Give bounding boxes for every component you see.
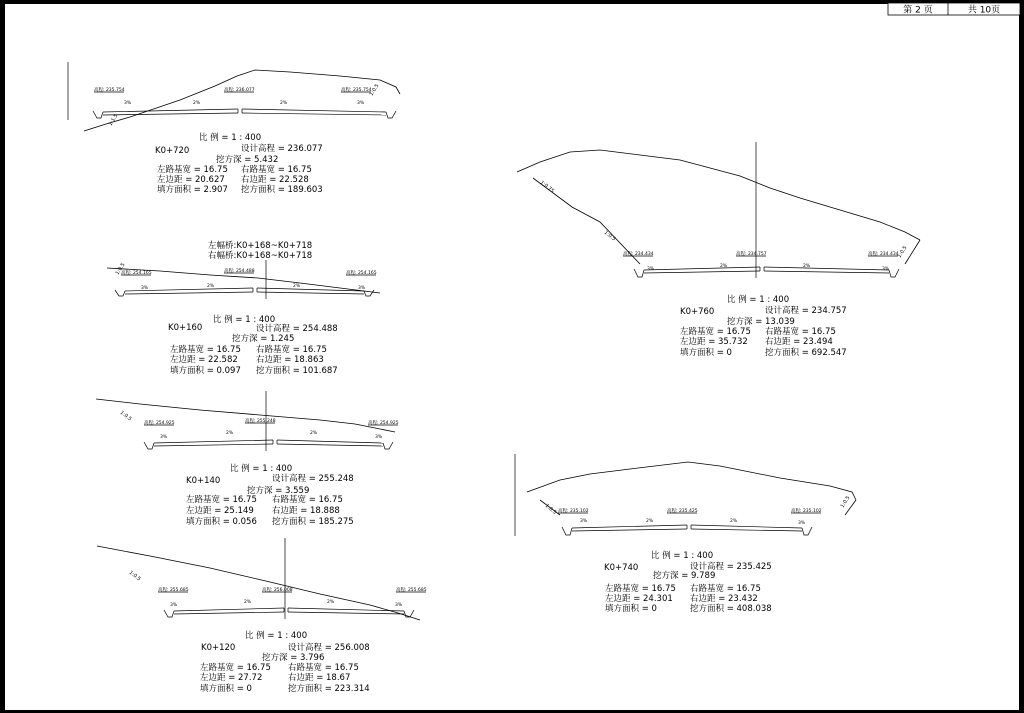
- bridge-note: [208, 240, 312, 261]
- subgrade-right: [257, 292, 364, 294]
- left-offset: 左边距 = 27.72: [200, 673, 263, 683]
- pavement-left: [572, 525, 687, 528]
- bridge-note-right: 右幅桥:K0+168~K0+718: [208, 251, 313, 261]
- slope-tag: 2%: [310, 431, 318, 436]
- ditch-left: [93, 111, 103, 118]
- slope-tag: 3%: [357, 101, 365, 106]
- pavement-right: [691, 525, 802, 528]
- station-label: K0+120: [201, 643, 236, 653]
- slope-tag: 3%: [798, 521, 806, 526]
- ground-line: [84, 70, 400, 131]
- section-k0-740: [515, 454, 856, 614]
- design-elevation: 设计高程 = 256.008: [288, 643, 370, 653]
- ditch-right: [386, 111, 396, 118]
- cut-area: 挖方面积 = 692.547: [765, 348, 847, 358]
- station-label: K0+720: [155, 146, 190, 156]
- slope-tag: 2%: [207, 284, 215, 289]
- ground-line: [527, 462, 856, 500]
- slope-tag: 2%: [720, 264, 728, 269]
- elevation-tag: 高程: 254.165: [346, 271, 377, 276]
- left-roadbed-width: 左路基宽 = 16.75: [200, 663, 271, 673]
- elevation-tag: 高程: 236.077: [224, 88, 255, 93]
- elevation-tag: 高程: 255.685: [158, 588, 189, 593]
- subgrade-left: [103, 113, 238, 115]
- page-number-box: [888, 3, 1020, 16]
- cut-area: 挖方面积 = 189.603: [241, 185, 323, 195]
- side-slope-ratio: 1:0.5: [839, 495, 852, 510]
- side-slope-ratio: 1:0.5: [118, 409, 133, 423]
- subgrade-right: [277, 444, 383, 446]
- section-k0-160: [107, 260, 380, 376]
- cut-area: 挖方面积 = 185.275: [272, 517, 354, 527]
- page-number-label: 第 2 页: [903, 5, 933, 16]
- left-offset: 左边距 = 22.582: [170, 355, 238, 365]
- right-roadbed-width: 右路基宽 = 16.75: [288, 663, 359, 673]
- cut-area: 挖方面积 = 408.038: [690, 604, 772, 614]
- elevation-tag: 高程: 234.434: [623, 252, 654, 257]
- station-label: K0+760: [680, 307, 715, 317]
- cut-area: 挖方面积 = 223.314: [288, 684, 370, 694]
- right-offset: 右边距 = 18.67: [288, 673, 351, 683]
- slope-tag: 2%: [226, 431, 234, 436]
- ditch-left: [144, 442, 154, 449]
- slope-tag: 3%: [375, 435, 383, 440]
- slope-tag: 3%: [580, 519, 588, 524]
- left-roadbed-width: 左路基宽 = 16.75: [680, 327, 751, 337]
- cut-depth: 挖方深 = 9.789: [653, 571, 716, 581]
- left-offset: 左边距 = 24.301: [605, 594, 673, 604]
- ditch-left: [164, 610, 174, 617]
- side-slope-ratio: 1:0.5: [543, 502, 558, 516]
- side-slope-ratio: 1:0.5: [114, 262, 127, 277]
- ground-line: [96, 399, 395, 432]
- subgrade-left: [174, 612, 284, 614]
- subgrade-left: [572, 529, 687, 531]
- pavement-right: [764, 267, 889, 270]
- right-roadbed-width: 右路基宽 = 16.75: [690, 584, 761, 594]
- elevation-tag: 高程: 255.685: [396, 588, 427, 593]
- left-roadbed-width: 左路基宽 = 16.75: [605, 584, 676, 594]
- fill-area: 填方面积 = 2.907: [157, 185, 228, 195]
- elevation-tag: 高程: 235.425: [667, 509, 698, 514]
- pavement-right: [242, 109, 386, 112]
- right-roadbed-width: 右路基宽 = 16.75: [241, 165, 312, 175]
- left-roadbed-width: 左路基宽 = 16.75: [186, 495, 257, 505]
- section-k0-760: [517, 142, 920, 358]
- slope-tag: 2%: [730, 519, 738, 524]
- fill-area: 填方面积 = 0.056: [186, 517, 257, 527]
- cut-depth: 挖方深 = 3.559: [247, 486, 310, 496]
- right-offset: 右边距 = 23.494: [765, 337, 833, 347]
- left-offset: 左边距 = 35.732: [680, 337, 748, 347]
- pavement-left: [154, 440, 273, 443]
- slope-tag: 2%: [327, 600, 335, 605]
- ditch-left: [562, 527, 572, 535]
- design-elevation: 设计高程 = 236.077: [241, 144, 323, 154]
- station-label: K0+160: [168, 323, 203, 333]
- pavement-left: [644, 267, 760, 270]
- design-elevation: 设计高程 = 255.248: [272, 474, 354, 484]
- cut-depth: 挖方深 = 13.039: [727, 317, 795, 327]
- pavement-right: [277, 440, 383, 443]
- elevation-tag: 高程: 235.754: [94, 88, 125, 93]
- section-k0-140: [96, 391, 399, 527]
- right-offset: 右边距 = 18.888: [272, 506, 340, 516]
- subgrade-left: [125, 292, 253, 294]
- ditch-right: [889, 269, 899, 277]
- elevation-tag: 高程: 254.165: [121, 271, 152, 276]
- side-slope-ratio: 1:0.5: [602, 229, 617, 243]
- ditch-right: [404, 610, 414, 617]
- page-total-label: 共 10页: [967, 5, 1001, 16]
- cut-depth: 挖方深 = 1.245: [232, 334, 295, 344]
- subgrade-right: [242, 113, 386, 115]
- side-slope-ratio: 1:0.5: [896, 245, 909, 260]
- subgrade-left: [154, 444, 273, 446]
- slope-tag: 2%: [193, 101, 201, 106]
- subgrade-right: [691, 529, 802, 531]
- side-slope-ratio: 1:0.75: [538, 179, 556, 195]
- elevation-tag: 高程: 235.754: [341, 88, 372, 93]
- cut-slope-right: [905, 240, 920, 264]
- left-roadbed-width: 左路基宽 = 16.75: [157, 165, 228, 175]
- bridge-note-left: 左幅桥:K0+168~K0+718: [208, 241, 313, 251]
- station-label: K0+140: [186, 476, 221, 486]
- slope-tag: 3%: [358, 286, 366, 291]
- right-roadbed-width: 右路基宽 = 16.75: [765, 327, 836, 337]
- cut-depth: 挖方深 = 5.432: [216, 155, 279, 165]
- right-offset: 右边距 = 23.432: [690, 594, 758, 604]
- ditch-left: [634, 269, 644, 277]
- slope-tag: 3%: [124, 101, 132, 106]
- right-roadbed-width: 右路基宽 = 16.75: [272, 495, 343, 505]
- scale-text: 比 例 = 1 : 400: [230, 464, 293, 474]
- subgrade-right: [288, 612, 404, 614]
- slope-tag: 3%: [141, 286, 149, 291]
- slope-tag: 3%: [882, 267, 890, 272]
- elevation-tag: 高程: 254.488: [224, 269, 255, 274]
- design-elevation: 设计高程 = 254.488: [256, 324, 338, 334]
- scale-text: 比 例 = 1 : 400: [727, 295, 790, 305]
- design-elevation: 设计高程 = 234.757: [765, 306, 847, 316]
- slope-tag: 2%: [280, 101, 288, 106]
- right-offset: 右边距 = 18.863: [256, 355, 324, 365]
- slope-tag: 3%: [170, 603, 178, 608]
- scale-text: 比 例 = 1 : 400: [213, 315, 276, 325]
- ditch-right: [802, 527, 812, 535]
- right-offset: 右边距 = 22.528: [241, 175, 309, 185]
- scale-text: 比 例 = 1 : 400: [199, 133, 262, 143]
- pavement-right: [257, 288, 364, 291]
- section-k0-720: [68, 62, 400, 195]
- pavement-left: [103, 109, 238, 112]
- elevation-tag: 高程: 254.925: [368, 421, 399, 426]
- slope-tag: 2%: [803, 264, 811, 269]
- slope-tag: 3%: [647, 267, 655, 272]
- slope-tag: 2%: [293, 284, 301, 289]
- slope-tag: 3%: [395, 603, 403, 608]
- right-roadbed-width: 右路基宽 = 16.75: [256, 345, 327, 355]
- left-roadbed-width: 左路基宽 = 16.75: [170, 345, 241, 355]
- fill-area: 填方面积 = 0: [605, 604, 657, 614]
- fill-area: 填方面积 = 0: [200, 684, 252, 694]
- left-offset: 左边距 = 25.149: [186, 506, 254, 516]
- cut-depth: 挖方深 = 3.796: [262, 653, 325, 663]
- side-slope-ratio: 1:0.5: [127, 569, 142, 583]
- elevation-tag: 高程: 254.925: [144, 421, 175, 426]
- slope-tag: 2%: [646, 519, 654, 524]
- fill-area: 填方面积 = 0: [680, 348, 732, 358]
- pavement-left: [174, 608, 284, 611]
- slope-tag: 2%: [244, 600, 252, 605]
- ditch-right: [383, 442, 393, 449]
- scale-text: 比 例 = 1 : 400: [245, 631, 308, 641]
- scale-text: 比 例 = 1 : 400: [651, 551, 714, 561]
- elevation-tag: 高程: 256.008: [262, 588, 293, 593]
- section-k0-120: [97, 538, 427, 694]
- cut-area: 挖方面积 = 101.687: [256, 366, 338, 376]
- slope-tag: 3%: [160, 435, 168, 440]
- side-slope-ratio: 1:1.5: [107, 113, 120, 128]
- design-elevation: 设计高程 = 235.425: [690, 562, 772, 572]
- elevation-tag: 高程: 235.102: [791, 509, 822, 514]
- ground-line: [517, 150, 920, 240]
- subgrade-left: [644, 271, 760, 273]
- elevation-tag: 高程: 234.757: [736, 252, 767, 257]
- subgrade-right: [764, 271, 889, 273]
- station-label: K0+740: [604, 563, 639, 573]
- elevation-tag: 高程: 234.434: [868, 252, 899, 257]
- fill-area: 填方面积 = 0.097: [170, 366, 241, 376]
- side-slope-ratio: 1:0.5: [368, 83, 381, 98]
- elevation-tag: 高程: 235.102: [558, 509, 589, 514]
- left-offset: 左边距 = 20.627: [157, 175, 225, 185]
- ditch-left: [115, 290, 125, 296]
- elevation-tag: 高程: 255.248: [245, 419, 276, 424]
